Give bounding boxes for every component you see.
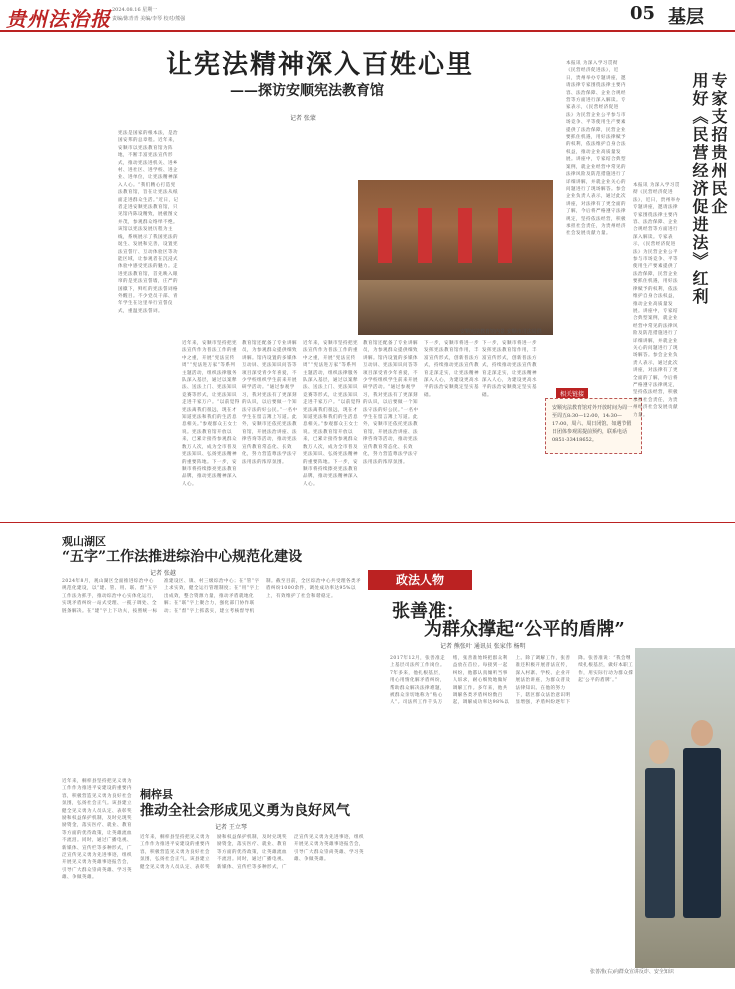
- policy-byline: 记者 熊张叶 通讯员 张家伟 杨明: [440, 643, 526, 650]
- tongzi-text: 近年来，桐梓县坚持把见义勇为工作作为推进平安建设的重要内容，积极营造见义勇为良好社会氛围，弘扬社会正气。该县建立健全见义勇为人员认定、表彰奖励和权益保护机制，及时兑现奖励资金，落实医疗、就业、教育等方面的优待政策，让英雄流血不流泪。同时，通过广播电视、新媒体、宣传栏等多种形式，广泛宣传见义勇为先进事迹，组织开展见义勇为英雄事迹报告会，引导广大群众崇尚英雄、学习英雄、争做英雄。: [140, 835, 364, 870]
- feature-col-1: 宪法是国家的根本法，是治国安邦的总章程。近年来，安顺市以宪法教育馆为阵地，不断丰富宪法宣传形式，推动宪法进机关、进乡村、进社区、进学校、进企业、进单位，让宪法精神深入人心。“我们精心打造宪法教育馆，旨在让宪法从纸面走进群众生活。”近日，记者走进安顺宪法教育馆，只见馆内陈设精致，展板图文并茂，参观群众络绎不绝。该馆以宪法发展历程为主线，系统展示了我国宪法的诞生、发展和完善，设置宪法宣誓厅、互动体验区等功能区域，让参观者在沉浸式体验中感受宪法的魅力。走进宪法教育馆，首先映入眼帘的是宪法宣誓墙，庄严的国徽下，鲜红的宪法誓词格外醒目。不少党员干部、青年学生在这里举行宣誓仪式，重温宪法誓词。: [118, 131, 179, 314]
- county-text: 2024年8月，观山湖区全面推进综治中心规范化建设，以“建、管、用、联、督”五字工作法为抓手，推动综治中心实体化运行，实现矛盾纠纷一站式受理、一揽子调处、全链条解决。在“建”字上下功夫，按照统一标准建设区、镇、村三级综治中心；在“管”字上求实效，健全运行管理制度；在“用”字上出成效，整合资源力量，推动矛盾就地化解；在“联”字上聚合力，强化部门协作联动；在“督”字上抓落实，建立考核督导机制。截至目前，全区综治中心共受理各类矛盾纠纷1000余件，调处成功率达95%以上，有效维护了社会和谐稳定。: [62, 579, 361, 614]
- editors-line: 责编/陈青青 美编/李琴 校对/熊强: [112, 16, 186, 22]
- county-title: “五字”工作法推进综治中心规范化建设: [62, 549, 303, 565]
- feature-col-7: 下一步，安顺市将进一步发挥宪法教育馆作用，丰富宣传形式，创新普法方式，持续推动宪法宣传教育走深走实，让宪法精神深入人心，为建设更高水平的法治安顺奠定坚实基础。: [482, 341, 537, 398]
- divider: [0, 522, 735, 523]
- policy-name: 张善准：: [392, 601, 464, 622]
- policy-photo: [635, 648, 735, 968]
- feature-subtitle: ——探访安顺宪法教育馆: [230, 83, 384, 99]
- feature-col-2: 近年来，安顺市坚持把宪法宣传作为普法工作的重中之重，开展“宪法宣传周”“宪法进万家”等系列主题活动，组织法律服务队深入基层，通过以案释法、送法上门、宪法知识竞赛等形式，让宪法知识走进千家万户。“以前觉得宪法离我们很远，现在才知道宪法和我们的生活息息相关。”参观群众王女士说。宪法教育馆开放以来，已累计接待参观群众数万人次，成为全市普及宪法知识、弘扬宪法精神的重要阵地。下一步，安顺市将持续擦亮宪法教育品牌，推动宪法精神深入人心。: [182, 341, 240, 487]
- county-byline: 记者 张越: [150, 570, 176, 577]
- side-title-line2: 用好《民营经济促进法》红利: [690, 72, 709, 306]
- county-section: 观山湖区: [62, 535, 106, 548]
- policy-title: 为群众撑起“公平的盾牌”: [424, 619, 625, 640]
- masthead: [0, 0, 735, 32]
- issue-date: 2024.08.16 星期一: [112, 7, 158, 13]
- feature-col-6: 下一步，安顺市将进一步发挥宪法教育馆作用，丰富宣传形式，创新普法方式，持续推动宪法宣传教育走深走实，让宪法精神深入人心，为建设更高水平的法治安顺奠定坚实基础。: [424, 341, 479, 398]
- feature-byline: 记者 张蒙: [290, 115, 316, 122]
- politics-people-tag: 政法人物: [368, 570, 472, 590]
- feature-col-5: 教育馆还配备了专业讲解员，为参观群众提供细致讲解。馆内设置的多媒体互动屏、宪法知识问答等项目深受青少年喜爱，不少学校组织学生前来开展研学活动。“通过参观学习，我对宪法有了更深刻的认识，以后要做一个知法守法的好公民。”一名中学生在留言簿上写道。此外，安顺市还依托宪法教育馆，开展法治讲座、法律咨询等活动，推动宪法宣传教育常态化、长效化，努力营造尊法学法守法用法的浓厚氛围。: [363, 341, 419, 465]
- newspaper-logo: 贵州法治报: [6, 7, 111, 31]
- policy-photo-caption: 张善准(右)向群众宣讲反诈、安全知识: [590, 969, 674, 975]
- tongzi-byline: 记者 王立琴: [215, 824, 247, 831]
- side-title-line1: 专家支招贵州民企: [709, 72, 728, 216]
- museum-photo: [358, 180, 553, 335]
- feature-col-3: 教育馆还配备了专业讲解员，为参观群众提供细致讲解。馆内设置的多媒体互动屏、宪法知识问答等项目深受青少年喜爱，不少学校组织学生前来开展研学活动。“通过参观学习，我对宪法有了更深刻的认识，以后要做一个知法守法的好公民。”一名中学生在留言簿上写道。此外，安顺市还依托宪法教育馆，开展法治讲座、法律咨询等活动，推动宪法宣传教育常态化、长效化，努力营造尊法学法守法用法的浓厚氛围。: [242, 341, 298, 465]
- photo-caption: 安顺宪法教育馆内景 安顺市司法局供: [460, 329, 542, 335]
- policy-text: 2017年12月，张善准走上基层司法所工作岗位。7年多来，他扎根基层，用心用情化解矛盾纠纷，帮助群众解决法律难题，被群众亲切地称为“贴心人”。司法所工作千头万绪，张善准始终把群众利益放在首位。每接到一起纠纷，他都认真倾听当事人诉求，耐心细致地做好调解工作。多年来，他共调解各类矛盾纠纷数百起，调解成功率达98%以上。除了调解工作，张善准还积极开展普法宣传，深入村寨、学校、企业开展法治讲座，为群众普及法律知识。在他的努力下，辖区群众法治意识明显增强，矛盾纠纷逐年下降。张善准说：“我会继续扎根基层，做好本职工作，用实际行动为群众撑起‘公平的盾牌’。”: [390, 656, 634, 706]
- left-col-text: 近年来，桐梓县坚持把见义勇为工作作为推进平安建设的重要内容，积极营造见义勇为良好社会氛围，弘扬社会正气。该县建立健全见义勇为人员认定、表彰奖励和权益保护机制，及时兑现奖励资金，落实医疗、就业、教育等方面的优待政策，让英雄流血不流泪。同时，通过广播电视、新媒体、宣传栏等多种形式，广泛宣传见义勇为先进事迹，组织开展见义勇为英雄事迹报告会，引导广大群众崇尚英雄、学习英雄、争做英雄。: [62, 779, 132, 881]
- feature-title: 让宪法精神深入百姓心里: [165, 50, 474, 80]
- tongzi-section: 桐梓县: [140, 788, 173, 801]
- box-label: 相关链接: [556, 388, 588, 399]
- page-number: 05: [630, 3, 656, 24]
- info-box-text: 安顺宪法教育馆对外开放时间为周一至周五8:30—12:00，14:30—17:00，周六、周日闭馆。如遇节假日团体参观需提前预约，联系电话0851-33418652。: [552, 405, 633, 443]
- feature-col-4: 近年来，安顺市坚持把宪法宣传作为普法工作的重中之重，开展“宪法宣传周”“宪法进万家”等系列主题活动，组织法律服务队深入基层，通过以案释法、送法上门、宪法知识竞赛等形式，让宪法知识走进千家万户。“以前觉得宪法离我们很远，现在才知道宪法和我们的生活息息相关。”参观群众王女士说。宪法教育馆开放以来，已累计接待参观群众数万人次，成为全市普及宪法知识、弘扬宪法精神的重要阵地。下一步，安顺市将持续擦亮宪法教育品牌，推动宪法精神深入人心。: [303, 341, 361, 487]
- side-article-text: 本报讯 为深入学习贯彻《民营经济促进法》，近日，贵州举办专题讲座，邀请法律专家围绕法律主要内容、法治保障、企业合规经营等方面进行深入解读。专家表示，《民营经济促进法》为民营企业公平参与市场竞争、平等使用生产要素提供了法治保障，民营企业要抓住机遇，用好法律赋予的权利，依法维护自身合法权益，推动企业高质量发展。讲座中，专家结合典型案例，就企业经营中常见的法律风险及防范措施进行了详细讲解，并就企业关心的问题进行了现场解答。参会企业负责人表示，通过此次讲座，对法律有了更全面的了解，今后将严格遵守法律规定，坚持依法经营，积极承担社会责任，为贵州经济社会发展贡献力量。: [566, 61, 626, 237]
- section-name: 基层: [668, 7, 704, 28]
- tongzi-title: 推动全社会形成见义勇为良好风气: [140, 803, 350, 819]
- side-article-text-2: 本报讯 为深入学习贯彻《民营经济促进法》，近日，贵州举办专题讲座，邀请法律专家围绕法律主要内容、法治保障、企业合规经营等方面进行深入解读。专家表示，《民营经济促进法》为民营企业公平参与市场竞争、平等使用生产要素提供了法治保障，民营企业要抓住机遇，用好法律赋予的权利，依法维护自身合法权益，推动企业高质量发展。讲座中，专家结合典型案例，就企业经营中常见的法律风险及防范措施进行了详细讲解，并就企业关心的问题进行了现场解答。参会企业负责人表示，通过此次讲座，对法律有了更全面的了解，今后将严格遵守法律规定，坚持依法经营，积极承担社会责任，为贵州经济社会发展贡献力量。: [633, 183, 681, 418]
